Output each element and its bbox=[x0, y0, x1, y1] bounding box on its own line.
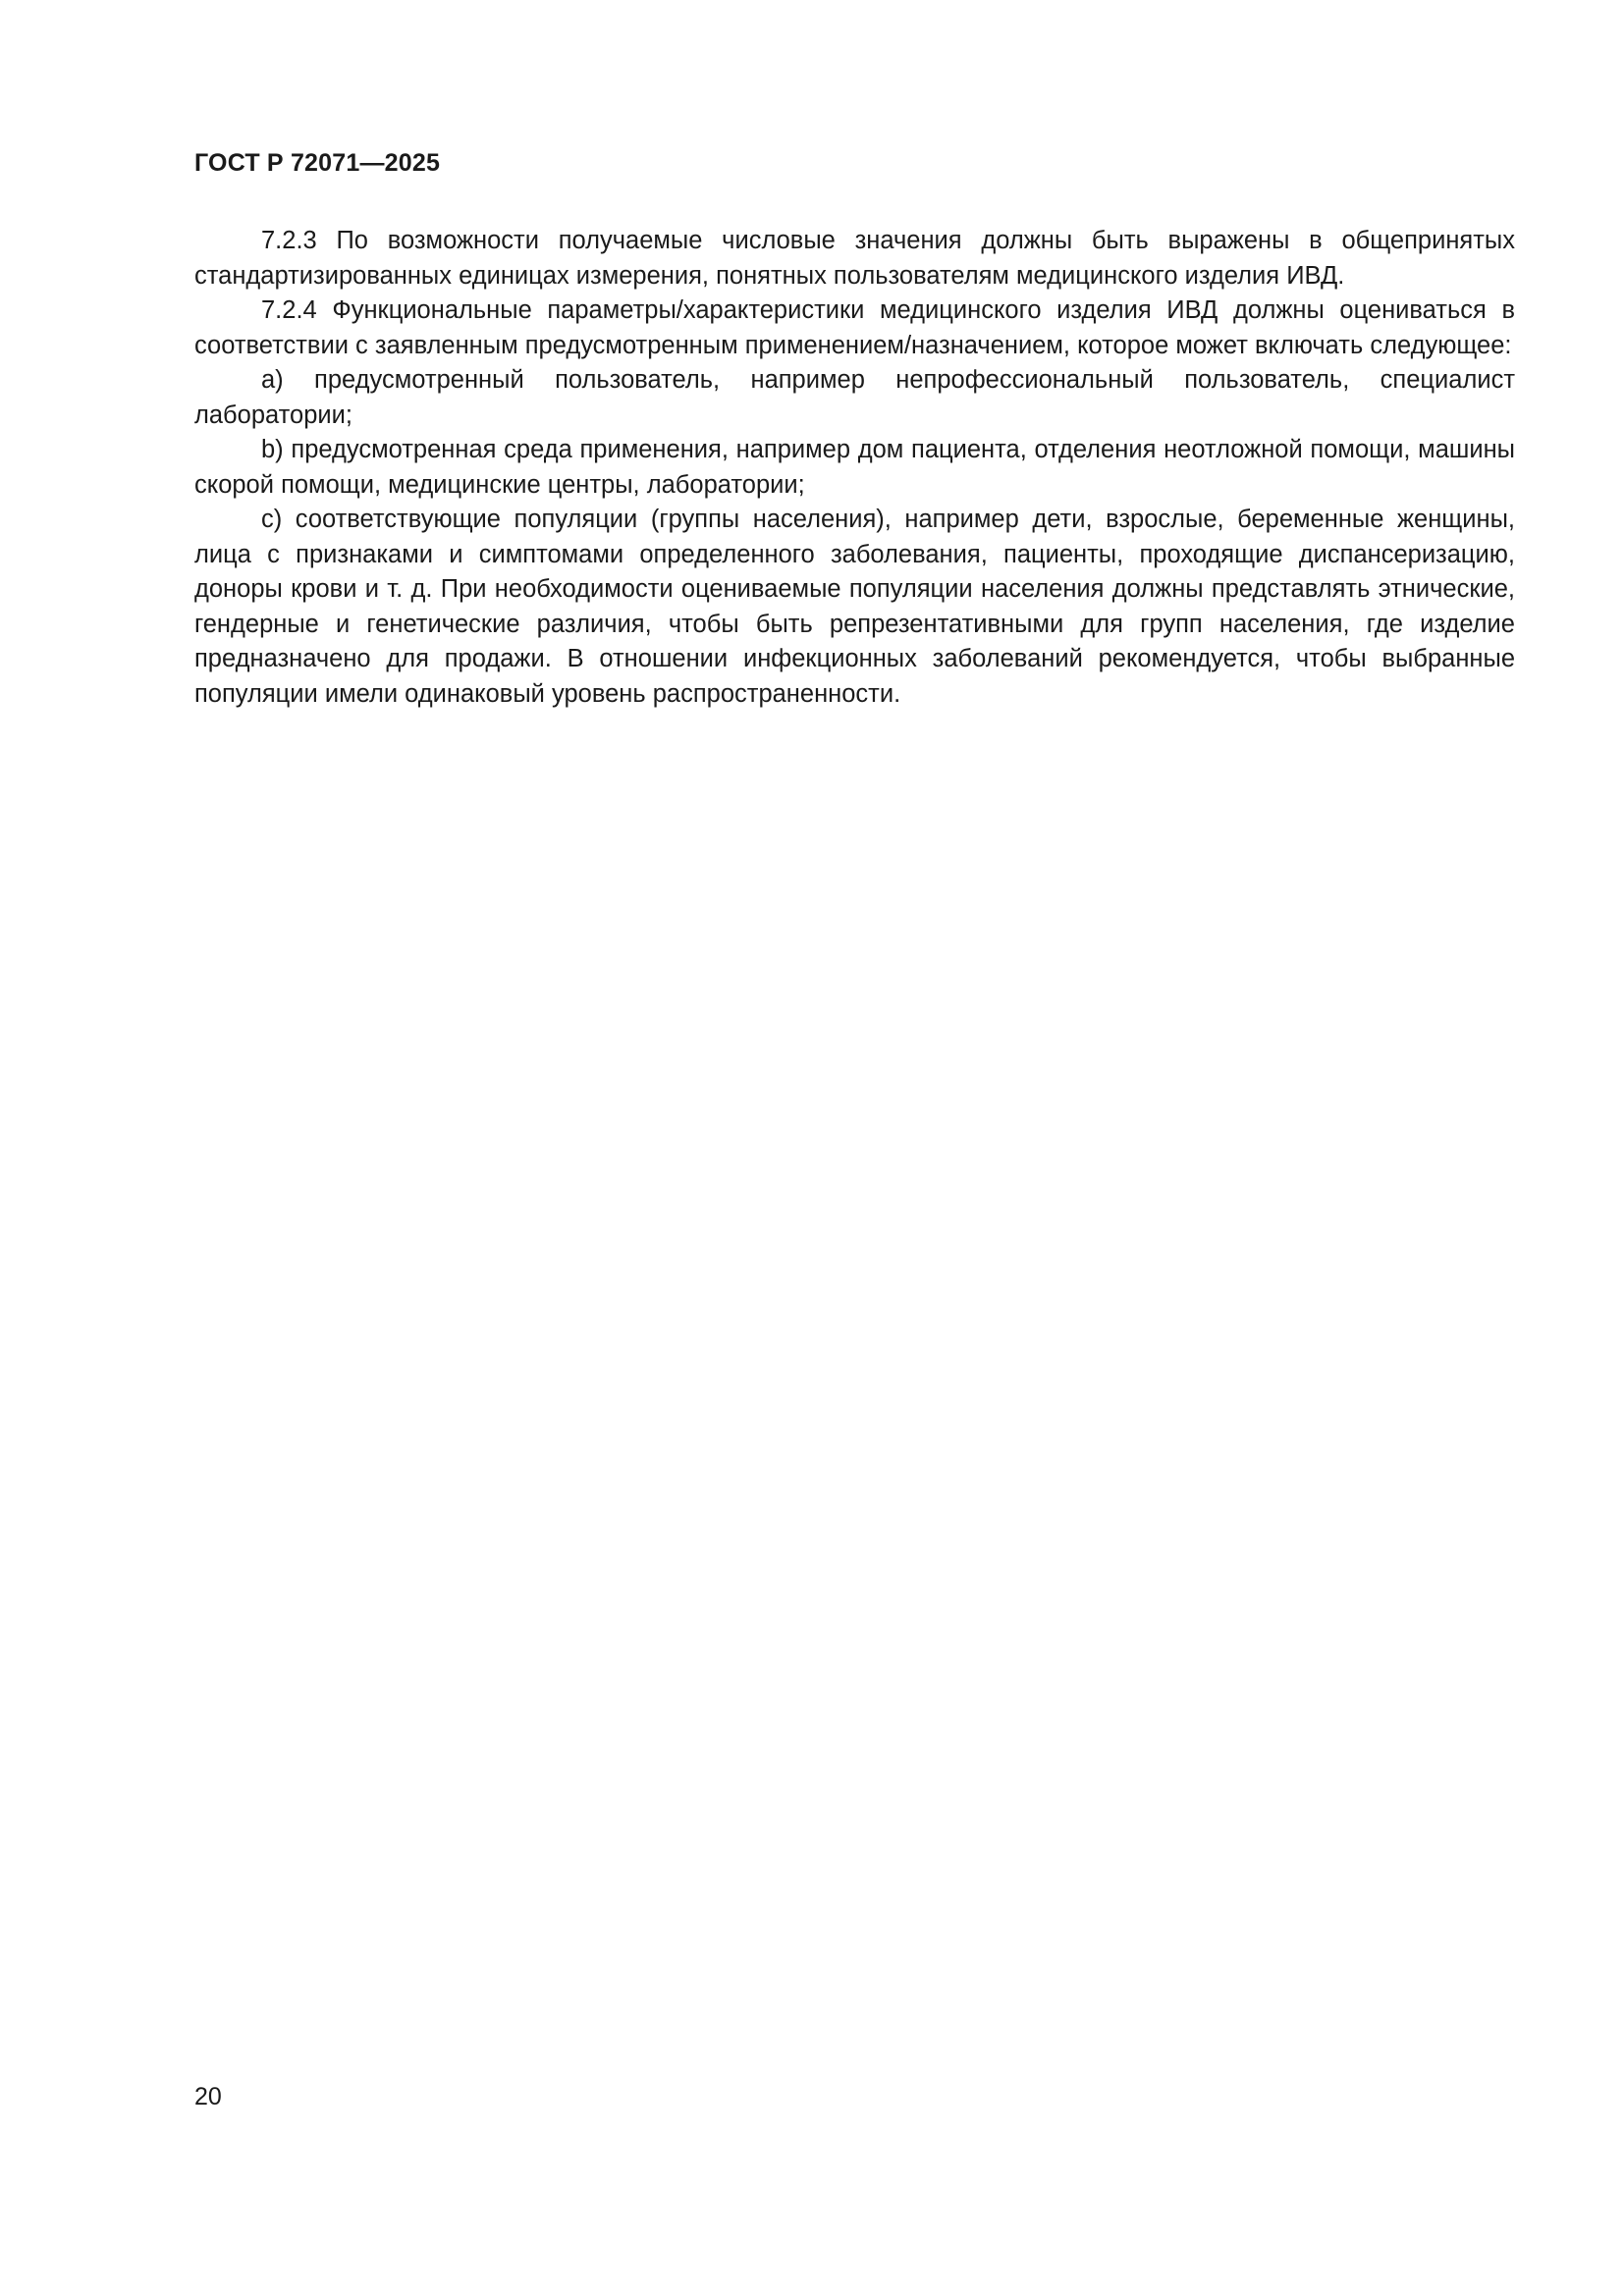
page-number: 20 bbox=[194, 2083, 222, 2110]
list-item-c: c) соответствующие популяции (группы населения), например дети, взрослые, беременные женщины, лица с признаками и симптомами определенного заболевания, пациенты, проходящие диспансеризацию, доноры крови и т. д. При необходимости оцениваемые популяции населения должны представлять этнические, гендерные и генетические различия, чтобы быть репрезентативными для групп населения, где изделие предназначено для продажи. В отношении инфекционных заболеваний рекомендуется, чтобы выбранные популяции имели одинаковый уровень распространенности. bbox=[194, 506, 1515, 708]
paragraph-7-2-3: 7.2.3 По возможности получаемые числовые значения должны быть выражены в общепринятых стандартизированных единицах измерения, понятных пользователям медицинского изделия ИВД. bbox=[194, 227, 1515, 290]
list-item-b: b) предусмотренная среда применения, например дом пациента, отделения неотложной помощи, машины скорой помощи, медицинские центры, лаборатории; bbox=[194, 436, 1515, 499]
paragraph-7-2-4: 7.2.4 Функциональные параметры/характеристики медицинского изделия ИВД должны оцениваться в соответствии с заявленным предусмотренным применением/назначением, которое может включать следующее: bbox=[194, 296, 1515, 359]
document-body bbox=[194, 224, 1515, 712]
document-header: ГОСТ Р 72071—2025 bbox=[194, 149, 441, 177]
list-item-a: a) предусмотренный пользователь, например непрофессиональный пользователь, специалист лаборатории; bbox=[194, 366, 1515, 429]
